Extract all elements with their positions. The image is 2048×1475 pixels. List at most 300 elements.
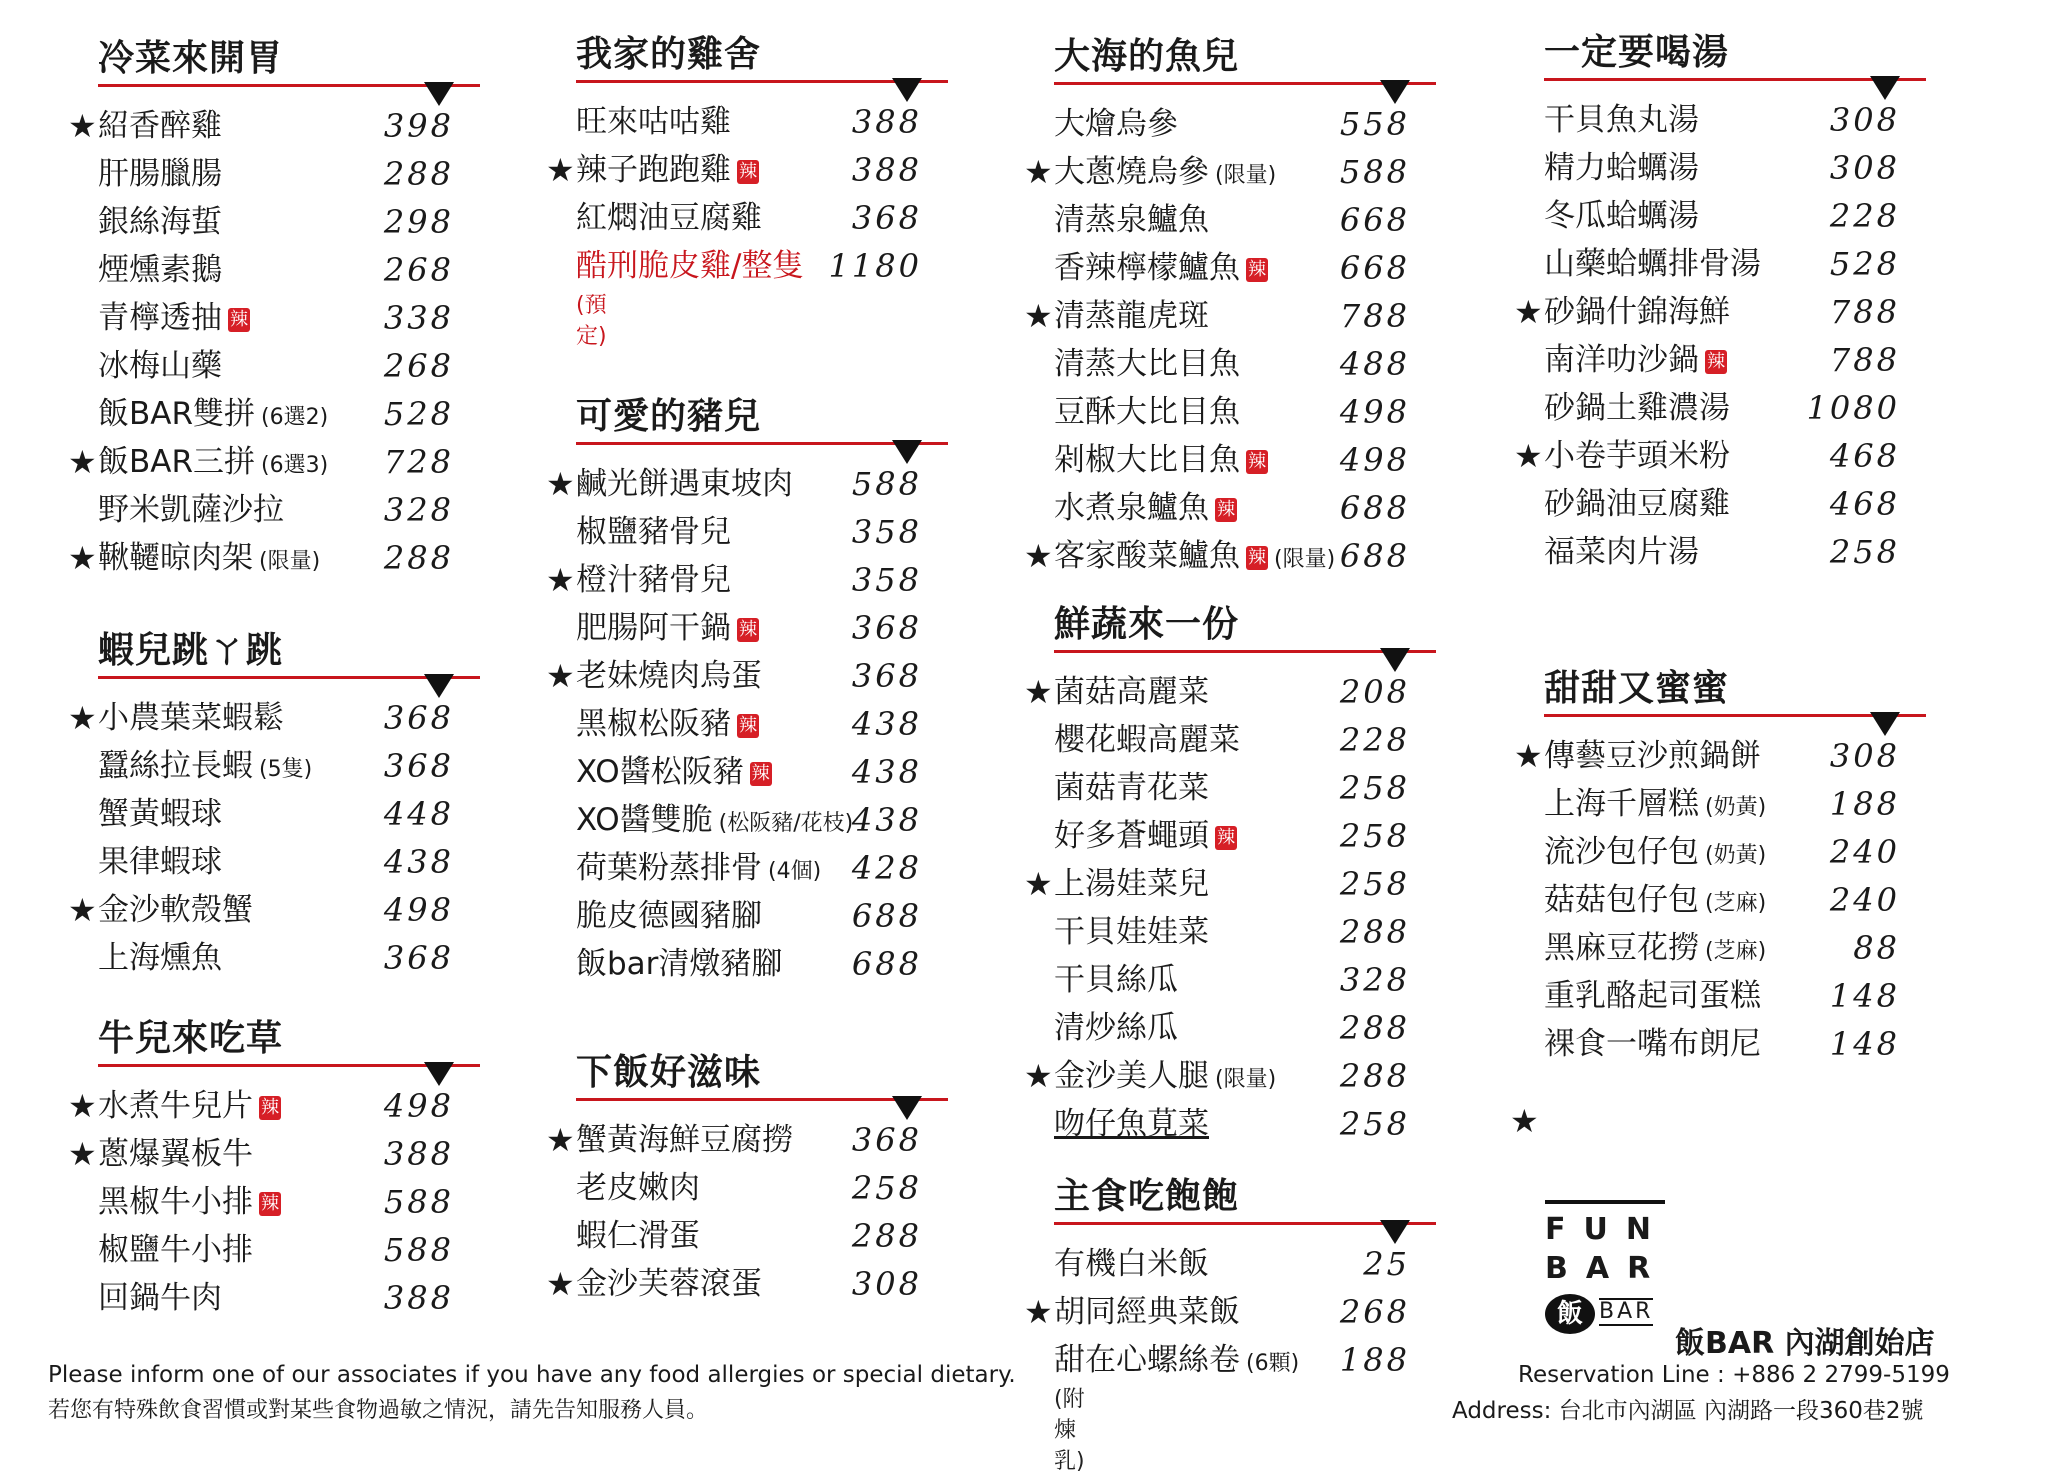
menu-item-price: 668: [1339, 249, 1410, 287]
triangle-down-icon: [1380, 1220, 1410, 1244]
star-icon: ★: [68, 891, 97, 929]
menu-item-price: 288: [383, 539, 454, 577]
logo-fun-text: FUN: [1545, 1212, 1669, 1247]
dish-name: 干貝娃娃菜: [1054, 914, 1209, 950]
menu-item-price: 358: [851, 513, 922, 551]
dish-name: 干貝絲瓜: [1054, 962, 1178, 998]
dish-note: (芝麻): [1705, 891, 1767, 916]
menu-item-price: 188: [1829, 785, 1900, 823]
menu-item-name: [1544, 148, 1699, 188]
dish-name: 水煮泉鱸魚: [1054, 490, 1209, 526]
menu-item-name: [98, 794, 222, 834]
dish-name: 金沙美人腿: [1054, 1058, 1209, 1094]
menu-item-price: 368: [383, 747, 454, 785]
dish-name: 老妹燒肉烏蛋: [576, 658, 762, 694]
menu-item-name: [1054, 672, 1209, 712]
star-icon: ★: [546, 1265, 575, 1303]
triangle-down-icon: [892, 440, 922, 464]
menu-item-price: 328: [383, 491, 454, 529]
menu-item-price: 368: [851, 1121, 922, 1159]
dish-note: (芝麻): [1705, 939, 1767, 964]
section-header: [70, 614, 490, 674]
dish-name: 黑椒牛小排: [98, 1184, 253, 1220]
dish-note: (松阪豬/花枝): [718, 811, 854, 836]
dish-name: 蟹黃蝦球: [98, 796, 222, 832]
menu-item-price: 25: [1363, 1245, 1410, 1283]
menu-item-name: [1054, 296, 1209, 336]
menu-item-name: [1544, 832, 1766, 876]
menu-item-name: [1544, 340, 1727, 380]
menu-item-name: [1544, 532, 1699, 572]
dish-name: 山藥蛤蠣排骨湯: [1544, 246, 1761, 282]
menu-item-price: 368: [383, 939, 454, 977]
menu-item-price: 298: [383, 203, 454, 241]
section-rice-dishes: [546, 1036, 968, 1303]
spicy-badge: 辣: [739, 619, 757, 640]
section-header: [548, 380, 968, 440]
spicy-badge: 辣: [739, 161, 757, 182]
menu-item-price: 398: [383, 107, 454, 145]
dish-name: 蔥爆翼板牛: [98, 1136, 253, 1172]
dish-note: (限量): [259, 549, 321, 574]
dish-name: XO醬雙脆: [576, 802, 713, 838]
triangle-down-icon: [424, 82, 454, 106]
menu-item-price: 1080: [1806, 389, 1900, 427]
spicy-badge: 辣: [751, 763, 770, 784]
menu-item-price: 148: [1829, 1025, 1900, 1063]
menu-item-name: [98, 938, 222, 978]
dish-name: 青檸透抽: [98, 300, 222, 336]
star-icon: ★: [1510, 1102, 1539, 1140]
dish-name: 黑麻豆花撈: [1544, 930, 1699, 966]
dish-name: 上海千層糕: [1544, 786, 1699, 822]
dish-name: 椒鹽豬骨兒: [576, 514, 731, 550]
dish-name: 蟹黃海鮮豆腐撈: [576, 1122, 793, 1158]
section-title: 甜甜又蜜蜜: [1544, 668, 1730, 709]
spicy-badge: 辣: [261, 1193, 279, 1214]
star-icon: ★: [546, 1121, 575, 1159]
menu-item-name: [1054, 440, 1268, 480]
dish-name: 傳藝豆沙煎鍋餅: [1544, 738, 1761, 774]
section-veg: [1024, 588, 1466, 1143]
section-title: 牛兒來吃草: [98, 1018, 284, 1059]
dish-name: 菌菇青花菜: [1054, 770, 1209, 806]
menu-item-price: 368: [383, 699, 454, 737]
menu-item-price: 308: [1829, 101, 1900, 139]
menu-item-price: 308: [851, 1265, 922, 1303]
menu-item-name: [576, 560, 731, 600]
menu-item-price: 788: [1829, 293, 1900, 331]
menu-item-name: [1054, 392, 1240, 432]
dish-name: 好多蒼蠅頭: [1054, 818, 1209, 854]
menu-item-name: [1054, 152, 1276, 196]
menu-item-price: 588: [383, 1183, 454, 1221]
section-divider: [1054, 82, 1436, 85]
menu-item-name: [98, 1086, 281, 1126]
dish-name: 精力蛤蠣湯: [1544, 150, 1699, 186]
menu-item-price: 388: [383, 1279, 454, 1317]
dish-name: 櫻花蝦高麗菜: [1054, 722, 1240, 758]
menu-item-name: [1054, 104, 1178, 144]
menu-item-name: [576, 1168, 700, 1208]
menu-item-name: [1544, 1024, 1761, 1064]
star-icon: ★: [1514, 293, 1543, 331]
menu-item-price: 338: [383, 299, 454, 337]
triangle-down-icon: [424, 1062, 454, 1086]
dish-name: 旺來咕咕雞: [576, 104, 731, 140]
menu-item-price: 288: [851, 1217, 922, 1255]
section-header: [1516, 652, 1956, 712]
menu-item-name: [1054, 488, 1237, 528]
menu-item-name: [1054, 912, 1209, 952]
dish-name: 老皮嫩肉: [576, 1170, 700, 1206]
star-icon: ★: [68, 443, 97, 481]
dish-name: 冬瓜蛤蠣湯: [1544, 198, 1699, 234]
section-title: 蝦兒跳ㄚ跳: [98, 630, 284, 671]
menu-item-name: [1544, 388, 1730, 428]
star-icon: ★: [1024, 1057, 1053, 1095]
menu-item-price: 388: [851, 103, 922, 141]
section-cold: [68, 22, 490, 577]
menu-item-price: 308: [1829, 149, 1900, 187]
dish-name: 香辣檸檬鱸魚: [1054, 250, 1240, 286]
menu-item-name: [576, 656, 762, 696]
star-icon: ★: [1024, 1293, 1053, 1331]
dish-name: 銀絲海蜇: [98, 204, 222, 240]
dish-name: 蠶絲拉長蝦: [98, 748, 253, 784]
section-title: 我家的雞舍: [576, 34, 762, 75]
dish-name: 鞦韆晾肉架: [98, 540, 253, 576]
dish-note: (6顆): [1246, 1351, 1300, 1376]
menu-item-name: [1054, 1340, 1299, 1384]
spicy-badge: 辣: [1248, 451, 1266, 472]
logo-small-bar: BAR: [1599, 1299, 1654, 1324]
spicy-badge: 辣: [1248, 547, 1266, 568]
menu-item-name: [98, 298, 250, 338]
star-icon: ★: [1514, 737, 1543, 775]
dish-name: 豆酥大比目魚: [1054, 394, 1240, 430]
dish-name: 菇菇包仔包: [1544, 882, 1699, 918]
triangle-down-icon: [1380, 80, 1410, 104]
menu-item-name: [1054, 248, 1268, 288]
menu-item-price: 258: [1339, 865, 1410, 903]
menu-item-price: 788: [1829, 341, 1900, 379]
menu-item-name: [98, 202, 222, 242]
menu-item-name: [1544, 880, 1766, 924]
section-divider: [1544, 714, 1926, 717]
menu-item-price: 228: [1829, 197, 1900, 235]
dish-name: 鹹光餅遇東坡肉: [576, 466, 793, 502]
dish-name: 金沙芙蓉滾蛋: [576, 1266, 762, 1302]
menu-item-price: 288: [383, 155, 454, 193]
menu-item-name: [98, 1134, 253, 1174]
star-icon: ★: [68, 539, 97, 577]
menu-item-price: 388: [383, 1135, 454, 1173]
menu-item-name: [98, 842, 222, 882]
star-icon: ★: [1024, 865, 1053, 903]
star-icon: ★: [1514, 437, 1543, 475]
dish-name: 剁椒大比目魚: [1054, 442, 1240, 478]
dish-name: 酷刑脆皮雞/整隻: [576, 248, 804, 284]
menu-item-price: 258: [1339, 817, 1410, 855]
menu-item-name: [576, 464, 793, 504]
spicy-badge: 辣: [230, 309, 248, 330]
dish-note: (4個): [768, 859, 822, 884]
section-header: [1026, 588, 1466, 648]
spicy-badge: 辣: [1248, 259, 1266, 280]
menu-item-price: 428: [851, 849, 922, 887]
dish-name: 脆皮德國豬腳: [576, 898, 762, 934]
menu-item-price: 388: [851, 151, 922, 189]
menu-item-price: 240: [1829, 833, 1900, 871]
menu-item-name: [1544, 976, 1761, 1016]
dish-name: 南洋叻沙鍋: [1544, 342, 1699, 378]
menu-item-name: [576, 704, 759, 744]
dish-name: 小農葉菜蝦鬆: [98, 700, 284, 736]
section-header: [70, 1002, 490, 1062]
menu-item-name: [1054, 200, 1209, 240]
star-icon: ★: [546, 561, 575, 599]
menu-item-price: 258: [851, 1169, 922, 1207]
menu-item-price: 688: [851, 945, 922, 983]
menu-item-name: [1054, 1056, 1276, 1100]
dish-name: 清蒸大比目魚: [1054, 346, 1240, 382]
menu-item-name: [1544, 928, 1766, 972]
triangle-down-icon: [892, 78, 922, 102]
dish-name: 肥腸阿干鍋: [576, 610, 731, 646]
section-subnote: (附煉乳): [1054, 1387, 1085, 1474]
menu-item-price: 1180: [828, 247, 922, 285]
spicy-badge: 辣: [261, 1097, 279, 1118]
menu-item-name: [576, 1216, 700, 1256]
menu-item-price: 588: [851, 465, 922, 503]
dish-name: 煙燻素鵝: [98, 252, 222, 288]
dish-name: 小卷芋頭米粉: [1544, 438, 1730, 474]
section-subnote: (預定): [576, 293, 607, 349]
menu-item-price: 148: [1829, 977, 1900, 1015]
section-pork: [546, 380, 968, 983]
allergy-notice-en: Please inform one of our associates if you have any food allergies or special dietary.: [48, 1362, 1016, 1388]
menu-item-name: [98, 250, 222, 290]
section-header: [548, 18, 968, 78]
dish-name: 吻仔魚莧菜: [1054, 1106, 1209, 1142]
section-header: [548, 1036, 968, 1096]
menu-item-price: 688: [1339, 489, 1410, 527]
menu-item-name: [576, 608, 759, 648]
dish-name: 重乳酪起司蛋糕: [1544, 978, 1761, 1014]
menu-item-price: 588: [1339, 153, 1410, 191]
section-header: [1516, 16, 1956, 76]
dish-name: 肝腸臘腸: [98, 156, 222, 192]
section-beef: [68, 1002, 490, 1317]
section-header: [70, 22, 490, 82]
menu-item-name: [576, 198, 762, 238]
spicy-badge: 辣: [1217, 827, 1235, 848]
menu-item-price: 688: [1339, 537, 1410, 575]
section-dessert: [1514, 652, 1956, 1063]
section-title: 冷菜來開胃: [98, 38, 284, 79]
menu-item-price: 258: [1339, 1105, 1410, 1143]
section-title: 大海的魚兒: [1054, 36, 1240, 77]
dish-name: 福菜肉片湯: [1544, 534, 1699, 570]
star-icon: ★: [1024, 297, 1053, 335]
dish-name: 黑椒松阪豬: [576, 706, 731, 742]
menu-item-name: [1544, 196, 1699, 236]
dish-name: 大燴烏參: [1054, 106, 1178, 142]
menu-item-price: 688: [851, 897, 922, 935]
menu-item-name: [1544, 484, 1730, 524]
menu-item-price: 368: [851, 609, 922, 647]
menu-item-name: [576, 752, 772, 792]
menu-item-price: 268: [383, 251, 454, 289]
menu-item-name: [1054, 1244, 1209, 1284]
section-chicken: [546, 18, 968, 349]
menu-item-name: [1544, 736, 1761, 776]
menu-item-name: [1054, 1008, 1178, 1048]
allergy-notice-zh: 若您有特殊飲食習慣或對某些食物過敏之情況，請先告知服務人員。: [48, 1398, 709, 1423]
section-divider: [1054, 650, 1436, 653]
menu-item-price: 668: [1339, 201, 1410, 239]
spicy-badge: 辣: [739, 715, 757, 736]
menu-item-price: 368: [851, 199, 922, 237]
menu-item-price: 258: [1829, 533, 1900, 571]
dish-name: 裸食一嘴布朗尼: [1544, 1026, 1761, 1062]
dish-name: 上湯娃菜兒: [1054, 866, 1209, 902]
star-icon: ★: [68, 1135, 97, 1173]
menu-item-price: 498: [1339, 441, 1410, 479]
dish-name: 胡同經典菜飯: [1054, 1294, 1240, 1330]
triangle-down-icon: [1870, 76, 1900, 100]
section-title: 主食吃飽飽: [1054, 1176, 1240, 1217]
dish-name: 清蒸龍虎斑: [1054, 298, 1209, 334]
menu-item-name: [98, 490, 284, 530]
triangle-down-icon: [1380, 648, 1410, 672]
section-divider: [98, 676, 480, 679]
section-title: 鮮蔬來一份: [1054, 604, 1240, 645]
menu-item-name: [98, 1278, 222, 1318]
dish-name: 椒鹽牛小排: [98, 1232, 253, 1268]
menu-item-name: [1544, 292, 1730, 332]
menu-item-price: 358: [851, 561, 922, 599]
menu-item-price: 528: [1829, 245, 1900, 283]
section-staple: [1024, 1160, 1466, 1474]
menu-item-price: 368: [851, 657, 922, 695]
dish-name: 紅燜油豆腐雞: [576, 200, 762, 236]
menu-item-price: 328: [1339, 961, 1410, 999]
menu-item-name: [576, 102, 731, 142]
dish-name: 回鍋牛肉: [98, 1280, 222, 1316]
menu-item-price: 468: [1829, 485, 1900, 523]
logo-seal-icon: 飯: [1545, 1294, 1595, 1334]
menu-item-name: [98, 154, 222, 194]
dish-name: 蝦仁滑蛋: [576, 1218, 700, 1254]
section-soup: [1514, 16, 1956, 571]
menu-item-price: 258: [1339, 769, 1410, 807]
dish-name: 甜在心螺絲卷: [1054, 1342, 1240, 1378]
section-header: [1026, 20, 1466, 80]
dish-name: 水煮牛兒片: [98, 1088, 253, 1124]
logo-mark: [1545, 1290, 1675, 1340]
menu-item-name: [576, 896, 762, 936]
menu-item-price: 468: [1829, 437, 1900, 475]
dish-name: 干貝魚丸湯: [1544, 102, 1699, 138]
menu-item-price: 240: [1829, 881, 1900, 919]
menu-item-name: [1544, 100, 1699, 140]
section-divider: [98, 1064, 480, 1067]
dish-name: 荷葉粉蒸排骨: [576, 850, 762, 886]
dish-name: 冰梅山藥: [98, 348, 222, 384]
section-divider: [98, 84, 480, 87]
dish-name: 果律蝦球: [98, 844, 222, 880]
star-icon: ★: [1024, 153, 1053, 191]
dish-name: 上海燻魚: [98, 940, 222, 976]
menu-item-price: 188: [1339, 1341, 1410, 1379]
dish-note: (限量): [1215, 1067, 1277, 1092]
menu-item-price: 488: [1339, 345, 1410, 383]
menu-item-price: 208: [1339, 673, 1410, 711]
dish-note: (奶黃): [1705, 843, 1767, 868]
menu-item-name: [98, 746, 312, 790]
dish-name: 砂鍋什錦海鮮: [1544, 294, 1730, 330]
menu-item-name: [576, 246, 803, 286]
dish-name: 飯BAR三拼: [98, 444, 256, 480]
star-icon: ★: [68, 699, 97, 737]
star-icon: ★: [68, 1087, 97, 1125]
dish-name: 飯BAR雙拼: [98, 396, 256, 432]
dish-name: 菌菇高麗菜: [1054, 674, 1209, 710]
dish-name: 砂鍋油豆腐雞: [1544, 486, 1730, 522]
menu-item-price: 308: [1829, 737, 1900, 775]
menu-item-price: 438: [851, 801, 922, 839]
dish-note: (6選3): [261, 453, 329, 478]
section-title: 可愛的豬兒: [576, 396, 762, 437]
menu-item-price: 438: [851, 705, 922, 743]
menu-item-price: 228: [1339, 721, 1410, 759]
menu-item-name: [98, 394, 328, 438]
menu-item-price: 498: [1339, 393, 1410, 431]
menu-item-price: 268: [1339, 1293, 1410, 1331]
reservation-line: Reservation Line : +886 2 2799-5199: [1518, 1362, 1950, 1388]
menu-item-price: 88: [1853, 929, 1900, 967]
menu-item-name: [1054, 1104, 1209, 1144]
section-shrimp: [68, 614, 490, 977]
menu-item-price: 588: [383, 1231, 454, 1269]
spicy-badge: 辣: [1217, 499, 1235, 520]
dish-name: 砂鍋土雞濃湯: [1544, 390, 1730, 426]
section-title: 一定要喝湯: [1544, 32, 1730, 73]
triangle-down-icon: [1870, 712, 1900, 736]
menu-item-name: [576, 944, 782, 984]
star-icon: ★: [1024, 673, 1053, 711]
store-address: Address: 台北市內湖區 內湖路一段360巷2號: [1452, 1398, 1924, 1424]
dish-name: 大蔥燒烏參: [1054, 154, 1209, 190]
menu-item-price: 498: [383, 1087, 454, 1125]
dish-name: 紹香醉雞: [98, 108, 222, 144]
menu-item-price: 268: [383, 347, 454, 385]
dish-note: (限量): [1274, 547, 1336, 572]
star-icon: ★: [546, 465, 575, 503]
menu-item-name: [1544, 784, 1766, 828]
menu-item-name: [98, 538, 320, 582]
menu-item-name: [98, 890, 253, 930]
star-icon: ★: [1024, 537, 1053, 575]
triangle-down-icon: [892, 1096, 922, 1120]
dish-name: 野米凱薩沙拉: [98, 492, 284, 528]
menu-item-name: [98, 1182, 281, 1222]
section-divider: [1544, 78, 1926, 81]
menu-item-price: 438: [383, 843, 454, 881]
menu-item-name: [576, 1264, 762, 1304]
